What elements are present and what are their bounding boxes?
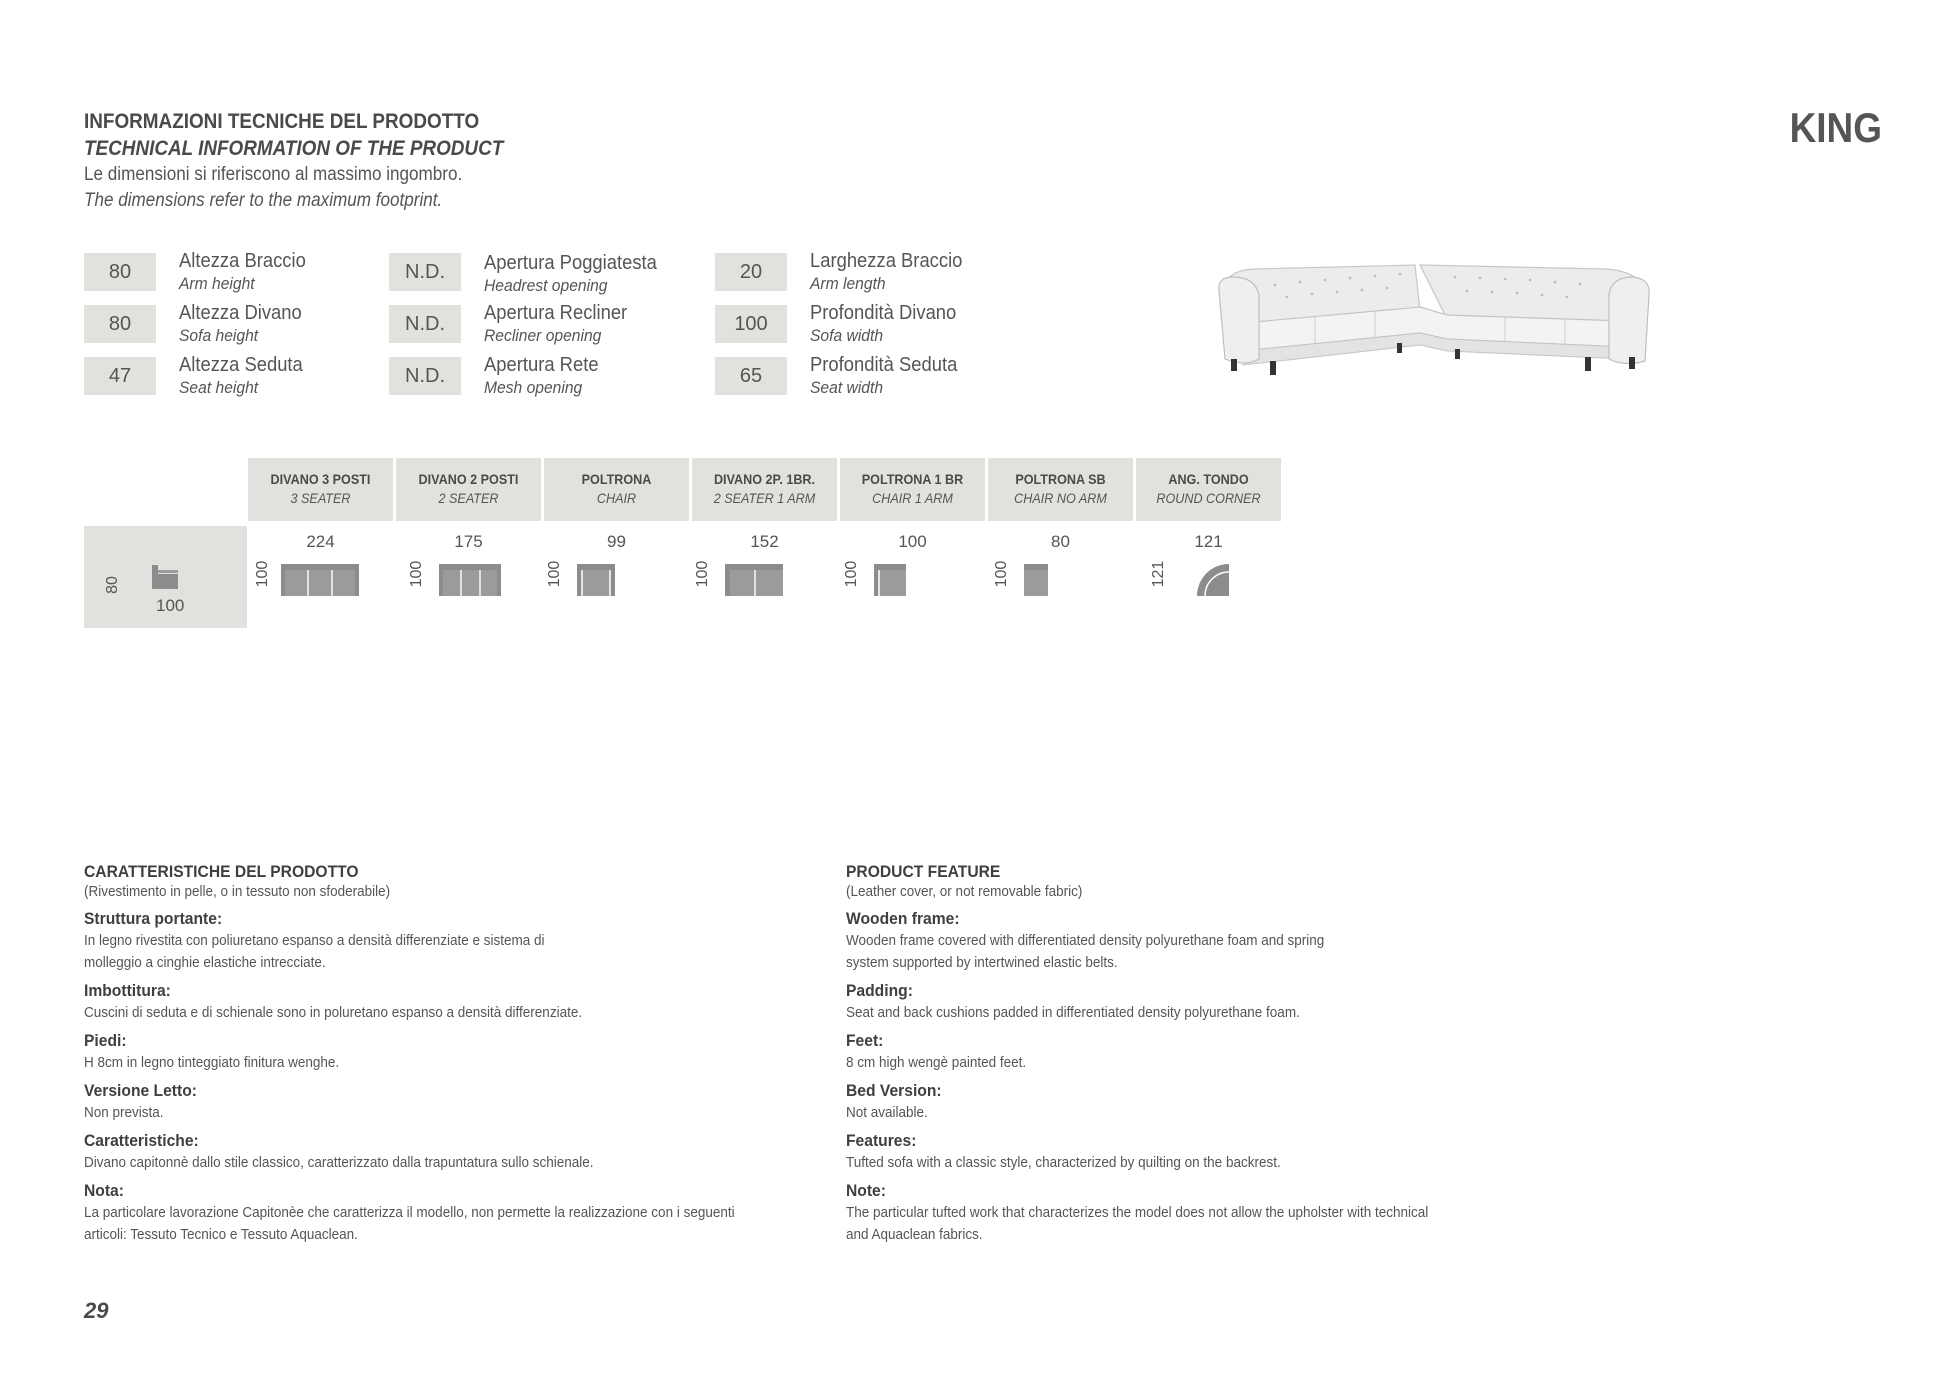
- dim-sublabel: Arm length: [810, 274, 886, 293]
- dim-label: Apertura Poggiatesta: [484, 252, 657, 274]
- module-header: [1136, 458, 1281, 521]
- dim-sublabel: Recliner opening: [484, 326, 602, 345]
- title-english: TECHNICAL INFORMATION OF THE PRODUCT: [84, 137, 504, 160]
- module-depth: 100: [254, 560, 271, 588]
- module-width: 99: [607, 532, 626, 551]
- dim-value: N.D.: [389, 357, 461, 395]
- two-seater-one-arm-plan-icon: [725, 564, 783, 596]
- feature-text: In legno rivestita con poliuretano espanso a densità differenziate e sistema di molleggio a cinghie elastiche intrecciate.: [84, 932, 545, 971]
- module-name: DIVANO 2 POSTI: [418, 471, 519, 487]
- module-subname: CHAIR 1 ARM: [872, 490, 953, 506]
- dim-label: Profondità Divano: [810, 302, 957, 324]
- module-name: POLTRONA: [581, 471, 652, 487]
- feature-heading: Nota:: [84, 1181, 124, 1200]
- module-plan: [692, 532, 837, 602]
- three-seater-plan-icon: [281, 564, 359, 596]
- module-width: 152: [750, 532, 779, 551]
- dim-value: N.D.: [389, 305, 461, 343]
- module-subname: 3 SEATER: [290, 490, 351, 506]
- module-header: [544, 458, 689, 521]
- dim-item: [715, 302, 957, 345]
- feature-text: 8 cm high wengè painted feet.: [846, 1054, 1027, 1071]
- module-width: 121: [1194, 532, 1223, 551]
- module-depth: 100: [993, 560, 1010, 588]
- features-title: PRODUCT FEATURE: [846, 862, 1001, 881]
- model-name: KING: [1789, 104, 1882, 151]
- dim-sublabel: Headrest opening: [484, 276, 608, 295]
- feature-text: Non prevista.: [84, 1104, 164, 1121]
- note-english: The dimensions refer to the maximum footprint.: [84, 190, 443, 211]
- dim-item: [389, 354, 599, 397]
- dim-value: 65: [715, 357, 787, 395]
- module-plan: [988, 532, 1133, 602]
- feature-heading: Padding:: [846, 981, 913, 1000]
- module-width: 80: [1051, 532, 1070, 551]
- feature-text: The particular tufted work that characterizes the model does not allow the upholster with technical and Aquaclean fabrics.: [846, 1204, 1429, 1243]
- sofa-image: [1215, 255, 1655, 385]
- feature-heading: Caratteristiche:: [84, 1131, 199, 1150]
- dim-item: [389, 302, 628, 345]
- module-name: DIVANO 2P. 1BR.: [713, 471, 816, 487]
- module-depth: 100: [843, 560, 860, 588]
- two-seater-plan-icon: [439, 564, 501, 596]
- header-block: [84, 108, 784, 214]
- feature-text: H 8cm in legno tinteggiato finitura wenghe.: [84, 1054, 340, 1071]
- feature-heading: Features:: [846, 1131, 917, 1150]
- page-number: 29: [84, 1298, 109, 1323]
- feature-heading: Struttura portante:: [84, 909, 223, 928]
- module-plan: [544, 532, 689, 602]
- dim-sublabel: Mesh opening: [484, 378, 583, 397]
- feature-heading: Bed Version:: [846, 1081, 942, 1100]
- module-header: [840, 458, 985, 521]
- module-name: DIVANO 3 POSTI: [270, 471, 371, 487]
- modules-table: [84, 458, 1284, 638]
- module-depth: 121: [1150, 560, 1167, 588]
- features-italian: [84, 862, 804, 1246]
- module-depth: 100: [546, 560, 563, 588]
- dim-sublabel: Seat width: [810, 378, 884, 397]
- side-section-cell: [84, 526, 247, 628]
- dim-label: Altezza Seduta: [179, 354, 303, 376]
- dim-label: Altezza Braccio: [179, 250, 306, 272]
- dim-label: Altezza Divano: [179, 302, 302, 324]
- module-subname: CHAIR NO ARM: [1014, 490, 1107, 506]
- dim-sublabel: Seat height: [179, 378, 259, 397]
- note-italian: Le dimensioni si riferiscono al massimo ingombro.: [84, 164, 463, 185]
- module-subname: CHAIR: [596, 490, 637, 506]
- features-subtitle: (Rivestimento in pelle, o in tessuto non sfoderabile): [84, 883, 391, 900]
- side-height-label: 80: [103, 576, 121, 594]
- dim-value: 80: [84, 305, 156, 343]
- module-name: POLTRONA SB: [1015, 471, 1106, 487]
- module-plan: [396, 532, 541, 602]
- dim-label: Apertura Rete: [484, 354, 599, 376]
- dim-item: [389, 252, 657, 295]
- module-subname: 2 SEATER: [438, 490, 499, 506]
- feature-text: La particolare lavorazione Capitonèe che caratterizza il modello, non permette la realizzazione con i seguenti articoli: Tessuto Tecnico e Tessuto Aquaclean.: [84, 1204, 735, 1243]
- module-depth: 100: [694, 560, 711, 588]
- features-title: CARATTERISTICHE DEL PRODOTTO: [84, 862, 359, 881]
- chair-plan-icon: [577, 564, 615, 596]
- feature-heading: Versione Letto:: [84, 1081, 197, 1100]
- module-header: [396, 458, 541, 521]
- dim-value: 47: [84, 357, 156, 395]
- round-corner-plan-icon: [1197, 564, 1229, 596]
- feature-text: Wooden frame covered with differentiated density polyurethane foam and spring system supported by intertwined elastic belts.: [846, 932, 1325, 971]
- dimensions-grid: [84, 250, 1044, 410]
- module-plan: [1136, 532, 1281, 602]
- dim-item: [84, 354, 303, 397]
- module-name: ANG. TONDO: [1168, 471, 1249, 487]
- module-header: [988, 458, 1133, 521]
- features-subtitle: (Leather cover, or not removable fabric): [846, 883, 1083, 900]
- dim-value: N.D.: [389, 253, 461, 291]
- side-profile-icon: [151, 564, 179, 590]
- module-width: 175: [454, 532, 483, 551]
- dim-item: [715, 354, 958, 397]
- dim-item: [715, 250, 963, 293]
- dim-label: Apertura Recliner: [484, 302, 628, 324]
- feature-heading: Wooden frame:: [846, 909, 960, 928]
- feature-text: Not available.: [846, 1104, 928, 1121]
- module-subname: ROUND CORNER: [1156, 490, 1261, 506]
- dim-value: 80: [84, 253, 156, 291]
- module-width: 100: [898, 532, 927, 551]
- features-english: [846, 862, 1566, 1246]
- chair-no-arm-plan-icon: [1024, 564, 1048, 596]
- title-italian: INFORMAZIONI TECNICHE DEL PRODOTTO: [84, 110, 480, 133]
- dim-label: Profondità Seduta: [810, 354, 958, 376]
- feature-text: Seat and back cushions padded in differentiated density polyurethane foam.: [846, 1004, 1300, 1021]
- module-name: POLTRONA 1 BR: [861, 471, 964, 487]
- feature-heading: Imbottitura:: [84, 981, 171, 1000]
- feature-text: Tufted sofa with a classic style, characterized by quilting on the backrest.: [846, 1154, 1281, 1171]
- module-header: [692, 458, 837, 521]
- feature-text: Cuscini di seduta e di schienale sono in poluretano espanso a densità differenziate.: [84, 1004, 583, 1021]
- chair-one-arm-plan-icon: [874, 564, 906, 596]
- module-header: [248, 458, 393, 521]
- module-subname: 2 SEATER 1 ARM: [713, 490, 816, 506]
- module-plan: [248, 532, 393, 602]
- feature-heading: Feet:: [846, 1031, 884, 1050]
- feature-heading: Piedi:: [84, 1031, 127, 1050]
- dim-item: [84, 302, 302, 345]
- dim-sublabel: Sofa height: [179, 326, 259, 345]
- dim-label: Larghezza Braccio: [810, 250, 963, 272]
- dim-item: [84, 250, 306, 293]
- module-plan: [840, 532, 985, 602]
- module-width: 224: [306, 532, 335, 551]
- feature-text: Divano capitonnè dallo stile classico, caratterizzato dalla trapuntatura sullo schienale.: [84, 1154, 594, 1171]
- module-depth: 100: [408, 560, 425, 588]
- feature-heading: Note:: [846, 1181, 886, 1200]
- dim-value: 20: [715, 253, 787, 291]
- dim-sublabel: Arm height: [179, 274, 255, 293]
- dim-value: 100: [715, 305, 787, 343]
- side-depth-label: 100: [156, 596, 185, 615]
- dim-sublabel: Sofa width: [810, 326, 884, 345]
